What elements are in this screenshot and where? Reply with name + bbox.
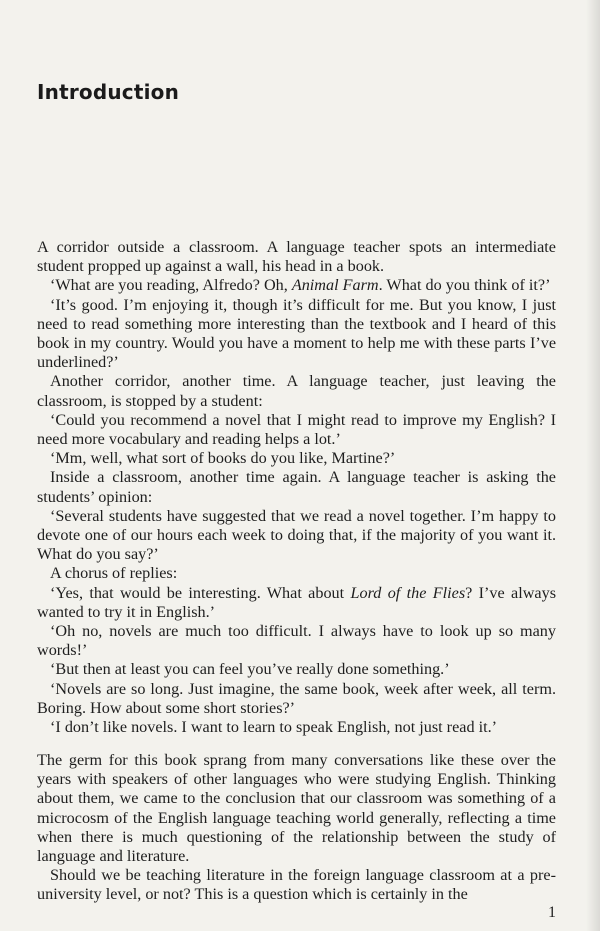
page-gutter-shadow <box>586 0 600 931</box>
paragraph <box>37 751 556 866</box>
paragraph <box>37 507 556 565</box>
text-run: ‘Yes, that would be interesting. What about <box>50 583 351 602</box>
page-number: 1 <box>548 904 556 921</box>
text-run: ? I’ve always wanted to try it in English.’ <box>37 583 556 621</box>
paragraph <box>37 372 556 410</box>
text-run: ‘Could you recommend a novel that I might read to improve my English? I need more vocabulary and reading helps a lot.’ <box>37 410 556 449</box>
paragraph <box>37 276 556 295</box>
book-title: Lord of the Flies <box>350 583 466 602</box>
text-run: ‘What are you reading, Alfredo? Oh, <box>50 276 292 295</box>
text-run: ‘It’s good. I’m enjoying it, though it’s difficult for me. But you know, I just need to read something more interesting than the textbook and I heard of this book in my country. Would you have a moment to help me with these parts I’ve underlined?’ <box>37 295 556 372</box>
paragraph <box>37 680 556 718</box>
paragraph <box>37 584 556 622</box>
paragraph <box>37 449 556 468</box>
paragraph <box>37 564 556 583</box>
book-title: Animal Farm <box>291 276 379 295</box>
paragraph <box>37 622 556 660</box>
paragraph <box>37 468 556 506</box>
paragraph <box>37 296 556 373</box>
text-run: ‘Oh no, novels are much too difficult. I always have to look up so many words!’ <box>37 622 556 660</box>
paragraph <box>37 718 556 737</box>
text-run: Another corridor, another time. A language teacher, just leaving the classroom, is stopped by a student: <box>37 372 556 410</box>
paragraph <box>37 238 556 276</box>
text-run: ‘I don’t like novels. I want to learn to speak English, not just read it.’ <box>50 718 498 737</box>
text-run: ‘Novels are so long. Just imagine, the same book, week after week, all term. Boring. How about some short stories?’ <box>37 679 556 717</box>
paragraph <box>37 660 556 679</box>
text-run: ‘Mm, well, what sort of books do you like, Martine?’ <box>50 449 396 468</box>
text-run: A corridor outside a classroom. A language teacher spots an intermediate student propped up against a wall, his head in a book. <box>37 238 556 276</box>
text-run: . What do you think of it?’ <box>378 276 551 295</box>
body-section <box>37 751 556 905</box>
text-run: Should we be teaching literature in the foreign language classroom at a pre-university level, or not? This is a question which is certainly in the <box>37 866 556 904</box>
text-run: A chorus of replies: <box>50 564 178 583</box>
chapter-heading: Introduction <box>37 80 180 104</box>
text-run: The germ for this book sprang from many conversations like these over the years with speakers of other languages who were studying English. Thinking about them, we came to the conclusion that our classroom was something of a microcosm of the English language teaching world generally, reflecting a time when there is much questioning of the relationship between the study of language and literature. <box>37 751 556 866</box>
dialogue-section <box>37 238 556 737</box>
paragraph <box>37 411 556 449</box>
text-run: ‘Several students have suggested that we read a novel together. I’m happy to devote one of our hours each week to doing that, if the majority of you want it. What do you say?’ <box>37 506 556 564</box>
text-run: Inside a classroom, another time again. A language teacher is asking the students’ opinion: <box>37 468 556 506</box>
text-run: ‘But then at least you can feel you’ve really done something.’ <box>50 660 450 679</box>
paragraph <box>37 866 556 904</box>
